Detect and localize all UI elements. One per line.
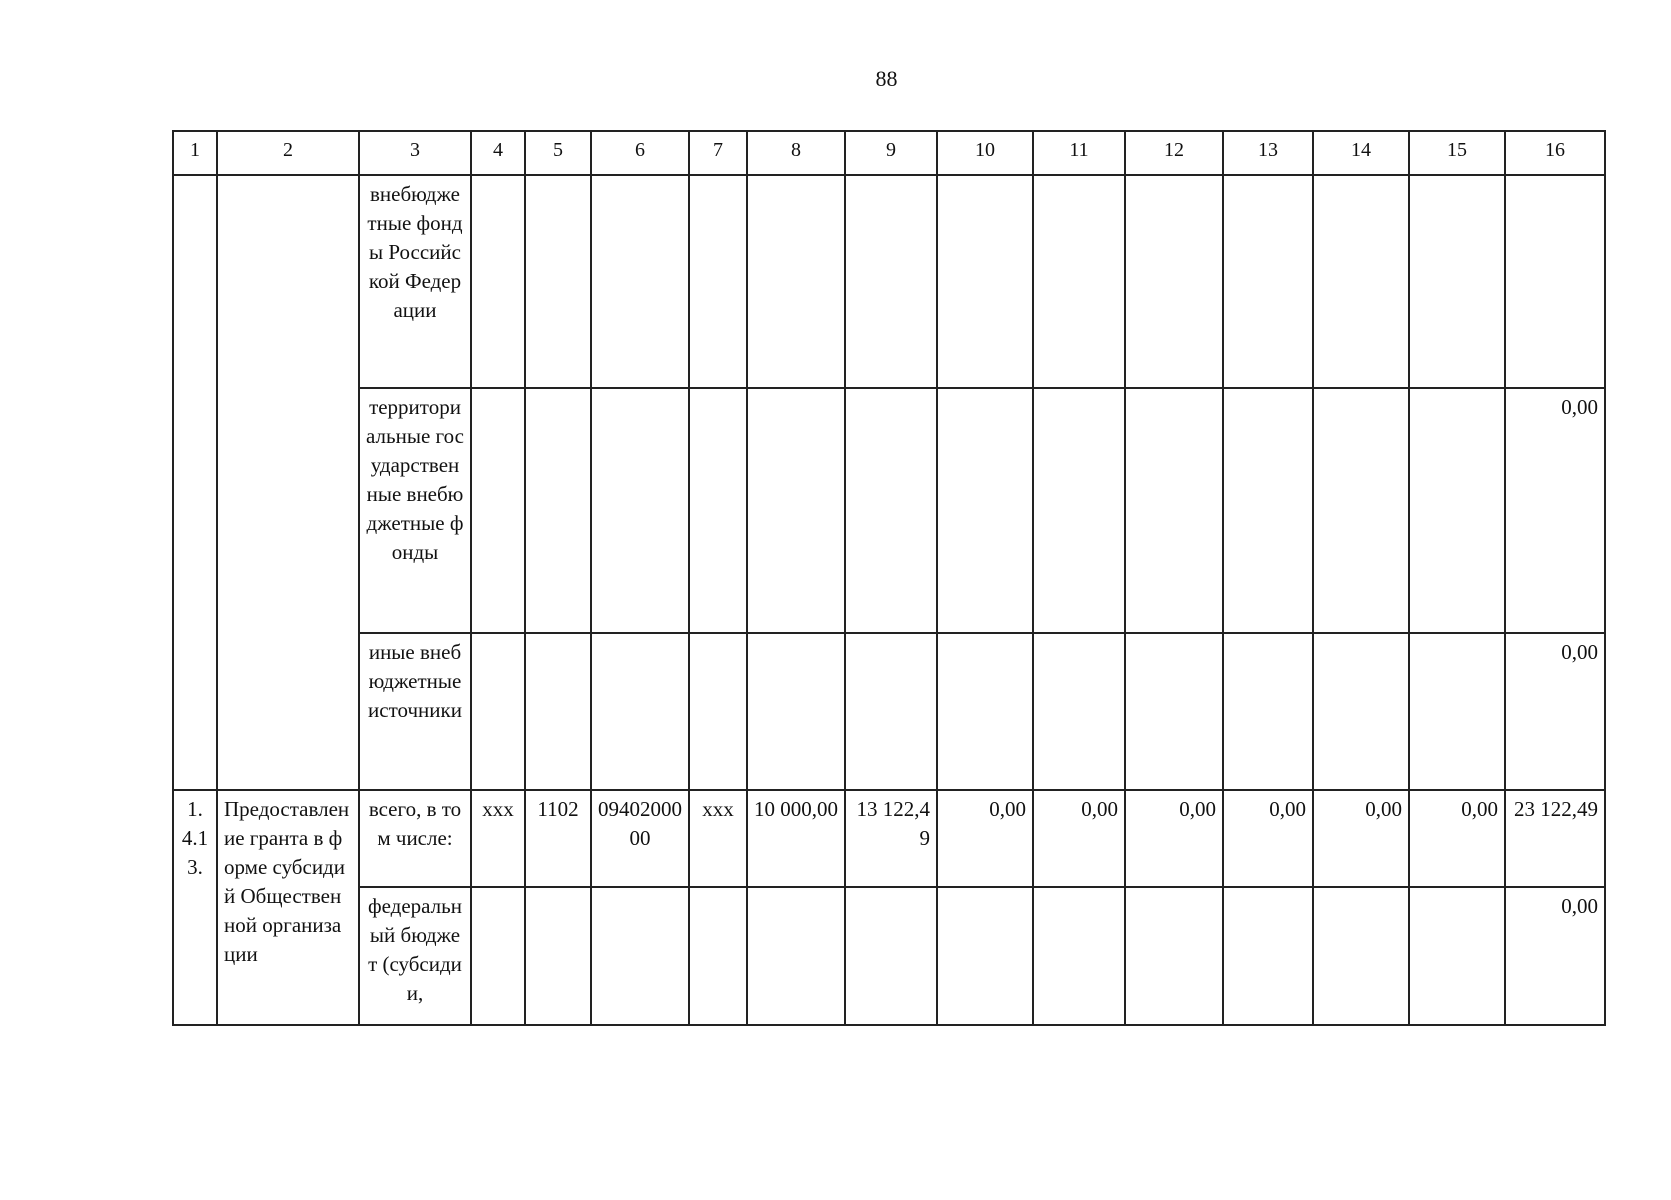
source-name: всего, в том числе: [359, 790, 471, 887]
value-col16: 0,00 [1505, 887, 1605, 1025]
value-col16: 23 122,49 [1505, 790, 1605, 887]
value-col14: 0,00 [1313, 790, 1409, 887]
value-col12: 0,00 [1125, 790, 1223, 887]
item-description: Предоставление гранта в форме субсидий Общественной организации [217, 790, 359, 1025]
value-col13: 0,00 [1223, 790, 1313, 887]
source-name: иные внебюджетные источники [359, 633, 471, 790]
header-cell: 13 [1223, 131, 1313, 175]
value-col11: 0,00 [1033, 790, 1125, 887]
item-number: 1.4.13. [173, 790, 217, 1025]
header-cell: 11 [1033, 131, 1125, 175]
header-cell: 12 [1125, 131, 1223, 175]
table-row [173, 633, 1605, 790]
source-name: внебюджетные фонды Российской Федерации [359, 175, 471, 388]
value-col15: 0,00 [1409, 790, 1505, 887]
header-cell: 8 [747, 131, 845, 175]
value-col16 [1505, 175, 1605, 388]
header-cell: 1 [173, 131, 217, 175]
cell-desc-empty [217, 175, 359, 790]
cell-num-empty [173, 175, 217, 790]
header-cell: 5 [525, 131, 591, 175]
header-cell: 7 [689, 131, 747, 175]
source-name: федеральный бюджет (субсидии, [359, 887, 471, 1025]
table-row [173, 175, 1605, 388]
value-col5: 1102 [525, 790, 591, 887]
table-row [173, 388, 1605, 633]
header-cell: 14 [1313, 131, 1409, 175]
header-row [173, 131, 1605, 175]
header-cell: 10 [937, 131, 1033, 175]
source-name: территориальные государственные внебюджетные фонды [359, 388, 471, 633]
value-col16: 0,00 [1505, 388, 1605, 633]
value-col6: 0940200000 [591, 790, 689, 887]
table-row [173, 790, 1605, 887]
header-cell: 6 [591, 131, 689, 175]
header-cell: 16 [1505, 131, 1605, 175]
page-number: 88 [875, 66, 898, 91]
budget-table [172, 130, 1606, 1026]
table-row [173, 887, 1605, 1025]
header-cell: 2 [217, 131, 359, 175]
header-cell: 15 [1409, 131, 1505, 175]
value-col9: 13 122,49 [845, 790, 937, 887]
header-cell: 4 [471, 131, 525, 175]
value-col16: 0,00 [1505, 633, 1605, 790]
value-col8: 10 000,00 [747, 790, 845, 887]
header-cell: 9 [845, 131, 937, 175]
value-col10: 0,00 [937, 790, 1033, 887]
value-col7: ххх [689, 790, 747, 887]
header-cell: 3 [359, 131, 471, 175]
value-col4: ххх [471, 790, 525, 887]
